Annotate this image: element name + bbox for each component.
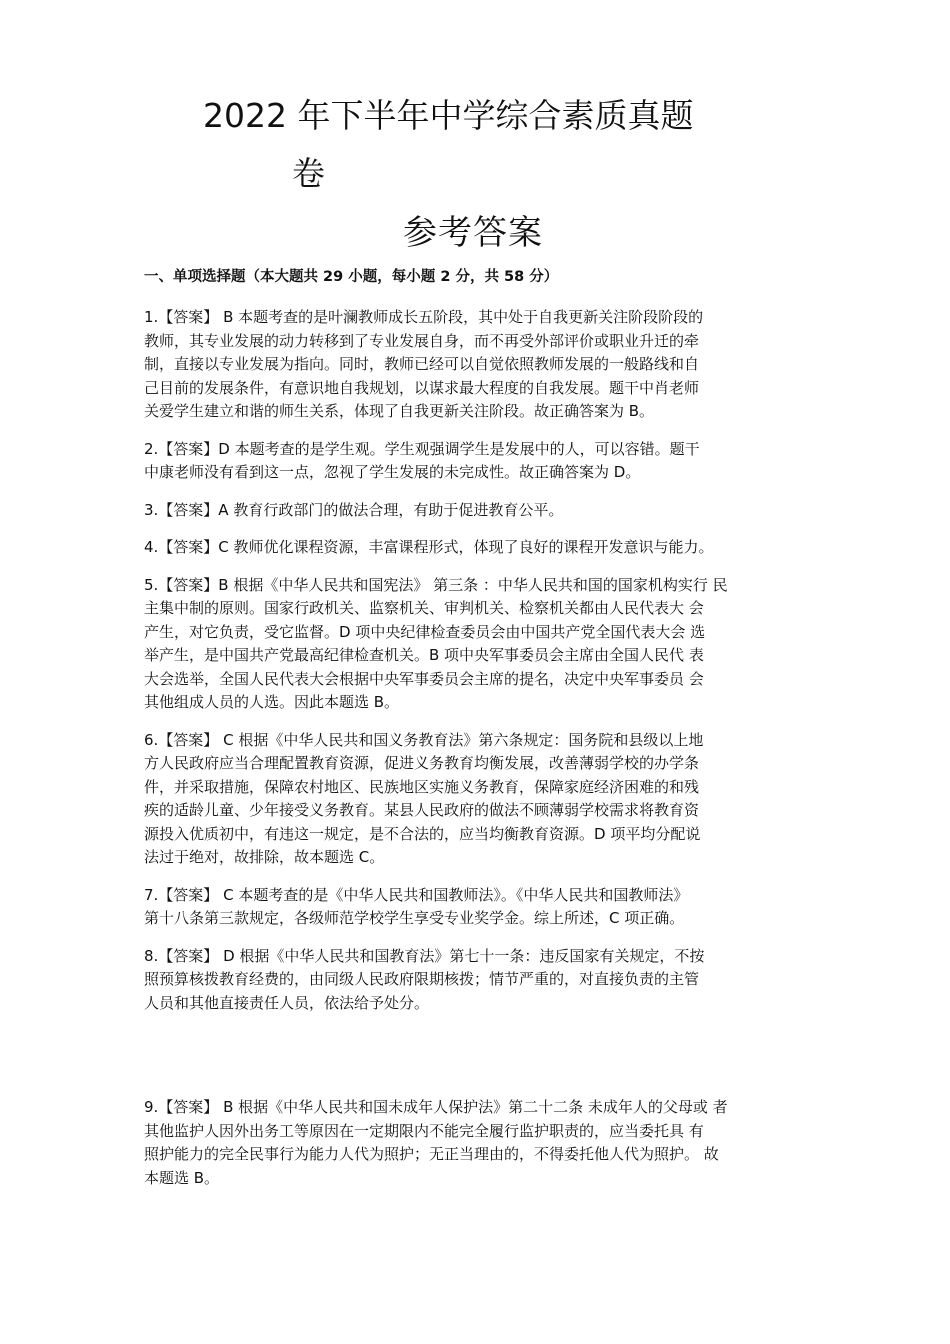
answer-line: 其他监护人因外出务工等原因在一定期限内不能完全履行监护职责的，应当委托具 有 bbox=[144, 1121, 704, 1140]
answer-line: 其他组成人员的人选。因此本题选 B。 bbox=[144, 693, 400, 711]
section-heading: 一、单项选择题（本大题共 29 小题，每小题 2 分，共 58 分） bbox=[144, 269, 559, 285]
answer-line: 1.【答案】 B 本题考查的是叶澜教师成长五阶段，其中处于自我更新关注阶段阶段的 bbox=[144, 308, 704, 326]
answer-line: 第十八条第三款规定，各级师范学校学生享受专业奖学金。综上所述，C 项正确。 bbox=[144, 909, 685, 927]
answer-line: 关爱学生建立和谐的师生关系，体现了自我更新关注阶段。故正确答案为 B。 bbox=[144, 402, 655, 420]
answer-line: 举产生，是中国共产党最高纪律检查机关。B 项中央军事委员会主席由全国人民代 表 bbox=[144, 646, 704, 664]
answer-line: 教师，其专业发展的动力转移到了专业发展自身，而不再受外部评价或职业升迁的牵 bbox=[144, 331, 700, 350]
answer-line: 件，并采取措施，保障农村地区、民族地区实施义务教育，保障家庭经济困难的和残 bbox=[144, 777, 700, 796]
answer-line: 方人民政府应当合理配置教育资源，促进义务教育均衡发展，改善薄弱学校的办学条 bbox=[144, 754, 700, 772]
answer-line: 人员和其他直接责任人员，依法给予处分。 bbox=[144, 993, 430, 1012]
document-subtitle: 参考答案 bbox=[403, 213, 543, 253]
document-title-line-1: 2022 年下半年中学综合素质真题 bbox=[203, 96, 694, 135]
answer-line: 5.【答案】B 根据《中华人民共和国宪法》 第三条 ：中华人民共和国的国家机构实行 民 bbox=[144, 575, 728, 594]
answer-line: 中康老师没有看到这一点，忽视了学生发展的未完成性。故正确答案为 D。 bbox=[144, 463, 641, 481]
answer-item bbox=[144, 1096, 804, 1190]
answer-line: 法过于绝对，故排除，故本题选 C。 bbox=[144, 848, 385, 866]
answer-line: 6.【答案】 C 根据《中华人民共和国义务教育法》第六条规定：国务院和县级以上地 bbox=[144, 730, 704, 749]
document-title-line-2: 卷 bbox=[292, 154, 325, 193]
answer-line: 9.【答案】 B 根据《中华人民共和国未成年人保护法》第二十二条 未成年人的父母或 者 bbox=[144, 1098, 728, 1116]
answer-line: 本题选 B。 bbox=[144, 1168, 220, 1187]
answer-line: 疾的适龄儿童、少年接受义务教育。某县人民政府的做法不顾薄弱学校需求将教育资 bbox=[144, 801, 700, 819]
answer-line: 7.【答案】 C 本题考查的是《中华人民共和国教师法》。《中华人民共和国教师法》 bbox=[144, 885, 689, 904]
answer-line: 照护能力的完全民事行为能力人代为照护；无正当理由的，不得委托他人代为照护。 故 bbox=[144, 1145, 719, 1163]
answer-item bbox=[144, 884, 804, 931]
answer-line: 大会选举，全国人民代表大会根据中央军事委员会主席的提名，决定中央军事委员 会 bbox=[144, 669, 704, 688]
answer-item bbox=[144, 729, 804, 870]
answer-line: 主集中制的原则。国家行政机关、监察机关、审判机关、检察机关都由人民代表大 会 bbox=[144, 599, 704, 617]
answer-line: 4.【答案】C 教师优化课程资源，丰富课程形式，体现了良好的课程开发意识与能力。 bbox=[144, 538, 714, 556]
answer-list bbox=[144, 306, 804, 1190]
answer-line: 8.【答案】 D 根据《中华人民共和国教育法》第七十一条：违反国家有关规定，不按 bbox=[144, 946, 705, 965]
answer-line: 2.【答案】D 本题考查的是学生观。学生观强调学生是发展中的人，可以容错。题干 bbox=[144, 439, 700, 458]
answer-line: 照预算核拨教育经费的，由同级人民政府限期核拨；情节严重的，对直接负责的主管 bbox=[144, 970, 700, 988]
answer-line: 产生，对它负责，受它监督。D 项中央纪律检查委员会由中国共产党全国代表大会 选 bbox=[144, 622, 706, 641]
answer-line: 3.【答案】A 教育行政部门的做法合理，有助于促进教育公平。 bbox=[144, 500, 564, 519]
answer-item bbox=[144, 945, 804, 1016]
answer-item bbox=[144, 306, 804, 424]
answer-item bbox=[144, 438, 804, 485]
answer-item bbox=[144, 499, 804, 523]
answer-item bbox=[144, 574, 804, 715]
answer-item bbox=[144, 536, 804, 560]
answer-line: 己目前的发展条件，有意识地自我规划，以谋求最大程度的自我发展。题干中肖老师 bbox=[144, 378, 700, 397]
answer-line: 源投入优质初中，有违这一规定，是不合法的，应当均衡教育资源。D 项平均分配说 bbox=[144, 824, 701, 843]
answer-line: 制，直接以专业发展为指向。同时，教师已经可以自觉依照教师发展的一般路线和自 bbox=[144, 355, 700, 373]
